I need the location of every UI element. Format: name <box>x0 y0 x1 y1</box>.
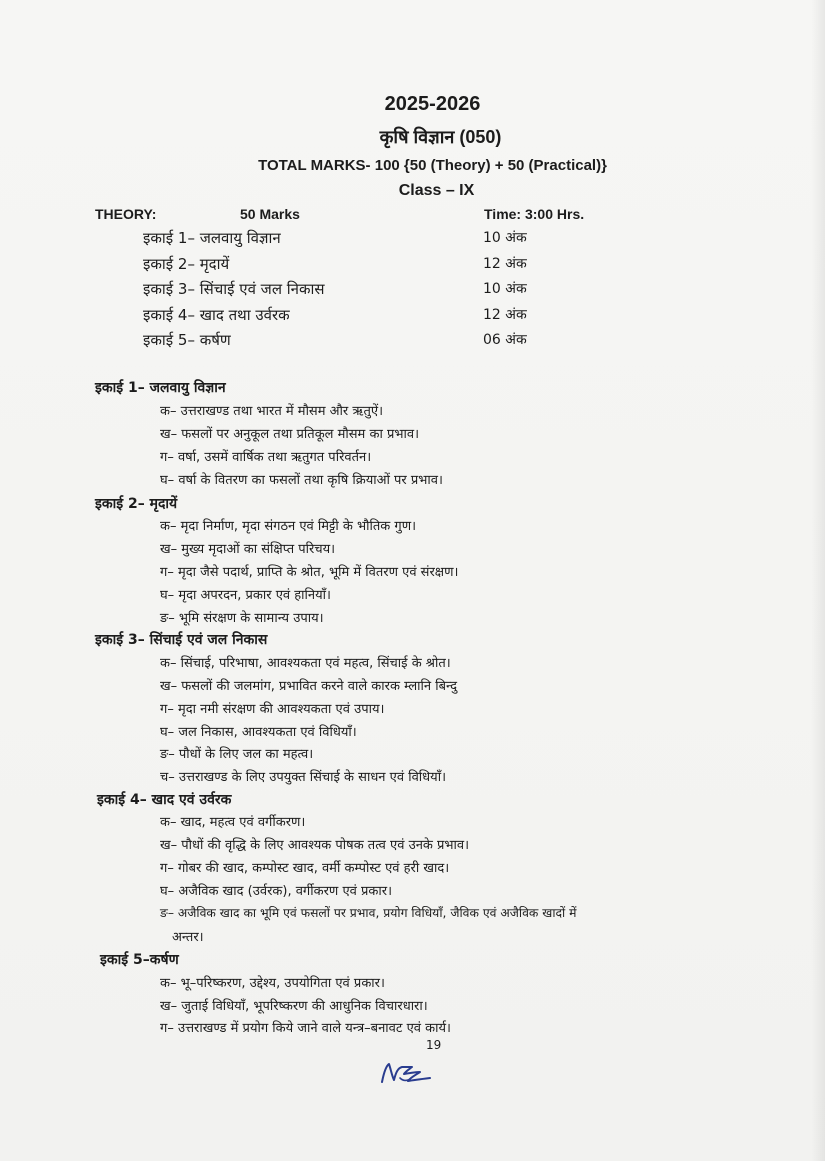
unit-2-item: घ– मृदा अपरदन, प्रकार एवं हानियाँ। <box>160 588 331 603</box>
unit-5-item: क– भू–परिष्करण, उद्देश्य, उपयोगिता एवं प्रकार। <box>160 976 385 991</box>
summary-row <box>143 305 563 331</box>
summary-unit: इकाई 1– जलवायु विज्ञान <box>143 229 281 247</box>
summary-marks: 12 अंक <box>483 255 527 272</box>
unit-5-heading: इकाई 5–कर्षण <box>100 952 179 968</box>
summary-row <box>143 330 563 356</box>
subject-title: कृषि विज्ञान (050) <box>379 127 502 147</box>
total-marks: TOTAL MARKS- 100 {50 (Theory) + 50 (Practical)} <box>258 157 607 174</box>
unit-4-item: ङ– अजैविक खाद का भूमि एवं फसलों पर प्रभाव, प्रयोग विधियाँ, जैविक एवं अजैविक खादों में <box>160 906 577 920</box>
theory-time: Time: 3:00 Hrs. <box>484 206 585 222</box>
signature-icon <box>378 1058 442 1088</box>
marks-summary <box>143 228 563 356</box>
summary-unit: इकाई 2– मृदायें <box>143 254 230 273</box>
summary-row <box>143 279 563 305</box>
page-number: 19 <box>426 1038 442 1052</box>
unit-3-item: च– उत्तराखण्ड के लिए उपयुक्त सिंचाई के साधन एवं विधियाँ। <box>160 770 446 785</box>
unit-2-item: ङ– भूमि संरक्षण के सामान्य उपाय। <box>160 611 324 626</box>
summary-marks: 10 अंक <box>483 281 527 297</box>
summary-marks: 10 अंक <box>483 230 527 246</box>
unit-4-heading: इकाई 4– खाद एवं उर्वरक <box>97 792 232 808</box>
unit-4-item: घ– अजैविक खाद (उर्वरक), वर्गीकरण एवं प्रकार। <box>160 884 392 899</box>
unit-2-item: ख– मुख्य मृदाओं का संक्षिप्त परिचय। <box>160 542 336 557</box>
theory-marks: 50 Marks <box>240 206 300 222</box>
summary-unit: इकाई 3– सिंचाई एवं जल निकास <box>143 280 325 298</box>
unit-3-item: घ– जल निकास, आवश्यकता एवं विधियाँ। <box>160 725 357 740</box>
unit-1-item: घ– वर्षा के वितरण का फसलों तथा कृषि क्रियाओं पर प्रभाव। <box>160 473 443 488</box>
summary-row <box>143 254 563 280</box>
unit-2-item: क– मृदा निर्माण, मृदा संगठन एवं मिट्टी के भौतिक गुण। <box>160 519 417 534</box>
summary-unit: इकाई 5– कर्षण <box>143 331 231 349</box>
unit-4-item: ख– पौधों की वृद्धि के लिए आवश्यक पोषक तत्व एवं उनके प्रभाव। <box>160 838 470 853</box>
summary-marks: 06 अंक <box>483 332 527 348</box>
unit-1-item: क– उत्तराखण्ड तथा भारत में मौसम और ऋतुऐं। <box>160 404 383 419</box>
unit-4-item: क– खाद, महत्व एवं वर्गीकरण। <box>160 815 306 830</box>
unit-3-item: ङ– पौधों के लिए जल का महत्व। <box>160 747 314 762</box>
summary-unit: इकाई 4– खाद तथा उर्वरक <box>143 305 290 324</box>
session-year: 2025-2026 <box>384 93 481 115</box>
unit-1-item: ग– वर्षा, उसमें वार्षिक तथा ऋतुगत परिवर्तन। <box>160 450 372 465</box>
unit-2-heading: इकाई 2– मृदायें <box>95 496 178 512</box>
summary-row <box>143 228 563 254</box>
summary-marks: 12 अंक <box>483 306 527 323</box>
unit-1-heading: इकाई 1– जलवायु विज्ञान <box>95 380 226 396</box>
unit-3-heading: इकाई 3– सिंचाई एवं जल निकास <box>95 632 268 648</box>
unit-3-item: ख– फसलों की जलमांग, प्रभावित करने वाले कारक म्लानि बिन्दु <box>160 679 457 694</box>
unit-5-item: ग– उत्तराखण्ड में प्रयोग किये जाने वाले यन्त्र–बनावट एवं कार्य। <box>160 1021 451 1036</box>
unit-1-item: ख– फसलों पर अनुकूल तथा प्रतिकूल मौसम का प्रभाव। <box>160 427 419 442</box>
unit-4-item-continuation: अन्तर। <box>172 930 204 945</box>
unit-3-item: क– सिंचाई, परिभाषा, आवश्यकता एवं महत्व, सिंचाई के श्रोत। <box>160 656 451 671</box>
page-edge-shadow <box>811 0 825 1161</box>
theory-label: THEORY: <box>95 206 157 222</box>
unit-3-item: ग– मृदा नमी संरक्षण की आवश्यकता एवं उपाय। <box>160 702 385 717</box>
unit-2-item: ग– मृदा जैसे पदार्थ, प्राप्ति के श्रोत, भूमि में वितरण एवं संरक्षण। <box>160 565 459 580</box>
unit-5-item: ख– जुताई विधियाँ, भूपरिष्करण की आधुनिक विचारधारा। <box>160 999 428 1014</box>
unit-4-item: ग– गोबर की खाद, कम्पोस्ट खाद, वर्मी कम्पोस्ट एवं हरी खाद। <box>160 861 450 876</box>
class-label: Class – IX <box>398 182 475 199</box>
